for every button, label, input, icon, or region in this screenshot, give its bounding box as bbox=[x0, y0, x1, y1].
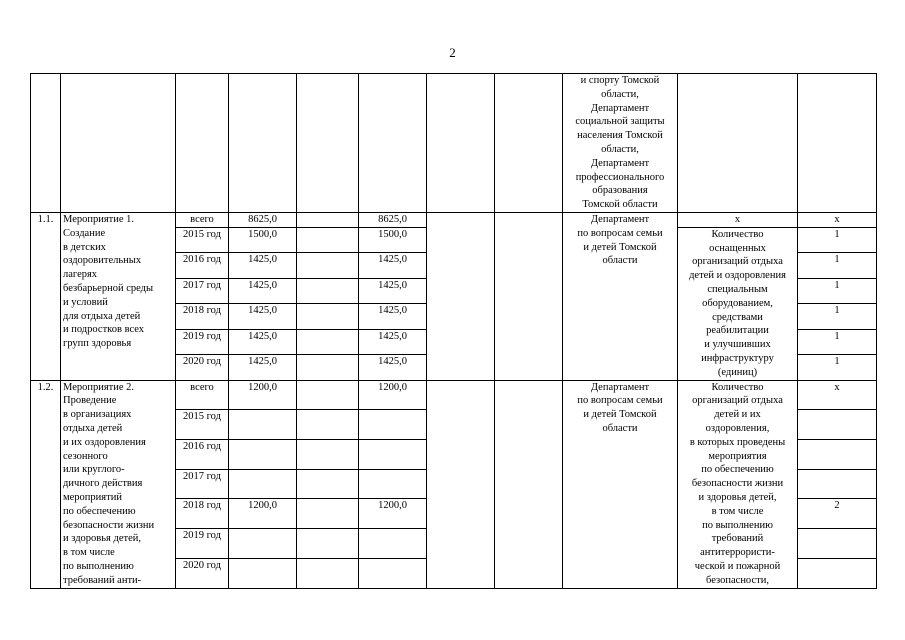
executor-cell-line: Департамент bbox=[590, 214, 650, 225]
table-row bbox=[31, 213, 877, 228]
indicator-cell-line: и здоровья детей, bbox=[698, 491, 777, 503]
item-name-line: безбарьерной среды bbox=[63, 282, 154, 294]
indicator-cell-line: ческой и пожарной bbox=[694, 560, 781, 572]
item-name-line: по выполнению bbox=[63, 560, 134, 572]
indicator-cell-line: организаций отдыха bbox=[692, 395, 783, 407]
total-cell bbox=[229, 529, 297, 559]
executor-cell-line: населения Томской bbox=[577, 130, 663, 142]
item-name-line: и подростков всех bbox=[63, 324, 145, 336]
total-cell bbox=[229, 469, 297, 499]
item-name-line: в организациях bbox=[63, 409, 132, 421]
indicator-cell-line: детей и их bbox=[714, 409, 761, 421]
amount-cell bbox=[297, 469, 359, 499]
total-cell: 1425,0 bbox=[229, 329, 297, 354]
year-cell: 2015 год bbox=[176, 227, 229, 252]
item-name-line: или круглого- bbox=[63, 464, 125, 476]
amount-cell bbox=[359, 410, 427, 440]
total-cell: 1425,0 bbox=[229, 355, 297, 381]
amount-cell bbox=[297, 439, 359, 469]
amount-cell bbox=[297, 529, 359, 559]
item-name-line: оздоровительных bbox=[63, 255, 142, 267]
year-cell: всего bbox=[176, 380, 229, 410]
value-cell: 1 bbox=[798, 304, 877, 329]
amount-cell bbox=[297, 304, 359, 329]
table-row bbox=[31, 380, 877, 410]
amount-cell bbox=[359, 439, 427, 469]
value-cell: 1 bbox=[798, 355, 877, 381]
value-cell: x bbox=[798, 213, 877, 228]
year-cell: 2017 год bbox=[176, 278, 229, 303]
indicator-cell-line: и улучшивших bbox=[704, 339, 771, 351]
item-name-line: в детских bbox=[63, 241, 106, 253]
amount-cell: 1200,0 bbox=[359, 380, 427, 410]
value-cell bbox=[798, 529, 877, 559]
total-cell bbox=[229, 410, 297, 440]
amount-cell bbox=[359, 469, 427, 499]
item-name-line: и условий bbox=[63, 296, 108, 308]
indicator-cell-line: в том числе bbox=[711, 505, 764, 517]
amount-cell: 1425,0 bbox=[359, 304, 427, 329]
executor-cell-line: и детей Томской bbox=[583, 409, 657, 421]
executor-cell bbox=[563, 74, 678, 213]
executor-cell-line: профессионального bbox=[575, 171, 665, 183]
total-cell bbox=[229, 439, 297, 469]
total-cell: 1200,0 bbox=[229, 380, 297, 410]
item-name-line: групп здоровья bbox=[63, 338, 132, 350]
item-name-line: мероприятий bbox=[63, 491, 122, 503]
indicator-cell-line: Количество bbox=[711, 228, 764, 240]
item-name-line: для отдыха детей bbox=[63, 310, 141, 322]
value-cell: 1 bbox=[798, 253, 877, 278]
empty-cell bbox=[427, 213, 495, 381]
indicator-cell-line: антитеррористи- bbox=[700, 547, 775, 559]
total-cell: 1500,0 bbox=[229, 227, 297, 252]
amount-cell: 1425,0 bbox=[359, 278, 427, 303]
executor-cell-line: области bbox=[602, 255, 638, 267]
year-cell: 2018 год bbox=[176, 499, 229, 529]
empty-cell bbox=[359, 74, 427, 213]
value-cell: 1 bbox=[798, 227, 877, 252]
item-number-line: 1.1. bbox=[37, 214, 54, 225]
executor-cell-line: области bbox=[602, 422, 638, 434]
amount-cell bbox=[359, 558, 427, 588]
total-cell: 8625,0 bbox=[229, 213, 297, 228]
year-cell: 2020 год bbox=[176, 355, 229, 381]
item-name-line: требований анти- bbox=[63, 574, 142, 586]
amount-cell: 1425,0 bbox=[359, 329, 427, 354]
executor-cell-line: Департамент bbox=[590, 102, 650, 114]
item-name-line: по обеспечению bbox=[63, 505, 136, 517]
indicator-cell-line: специальным bbox=[707, 283, 768, 295]
empty-cell bbox=[31, 74, 61, 213]
executor-cell-line: по вопросам семьи bbox=[577, 395, 663, 407]
item-number bbox=[31, 380, 61, 588]
executor-cell-line: и спорту Томской bbox=[580, 75, 660, 86]
amount-cell: 1200,0 bbox=[359, 499, 427, 529]
amount-cell bbox=[297, 329, 359, 354]
item-name-line: и их оздоровления bbox=[63, 436, 146, 448]
item-name-line: Проведение bbox=[63, 395, 117, 407]
value-cell bbox=[798, 74, 877, 213]
amount-cell bbox=[297, 499, 359, 529]
indicator-cell-line: организаций отдыха bbox=[692, 256, 783, 268]
executor-cell-line: социальной защиты bbox=[575, 116, 665, 128]
year-cell: 2016 год bbox=[176, 253, 229, 278]
value-cell: 1 bbox=[798, 329, 877, 354]
executor-cell-line: Томской области bbox=[582, 199, 658, 211]
item-name-line: Мероприятие 2. bbox=[63, 381, 135, 393]
item-name-line: Создание bbox=[63, 227, 106, 239]
value-cell bbox=[798, 558, 877, 588]
empty-cell bbox=[495, 74, 563, 213]
indicator-cell-line: (единиц) bbox=[717, 366, 758, 378]
amount-cell bbox=[297, 278, 359, 303]
indicator-cell bbox=[678, 74, 798, 213]
value-cell bbox=[798, 410, 877, 440]
executor-cell bbox=[563, 380, 678, 588]
amount-cell bbox=[359, 529, 427, 559]
amount-cell: 8625,0 bbox=[359, 213, 427, 228]
indicator-cell-line: средствами bbox=[712, 311, 763, 323]
total-cell bbox=[229, 558, 297, 588]
indicator-cell: x bbox=[678, 213, 798, 228]
amount-cell: 1425,0 bbox=[359, 355, 427, 381]
item-name-line: сезонного bbox=[63, 450, 108, 462]
amount-cell bbox=[297, 213, 359, 228]
executor-cell-line: образования bbox=[592, 185, 648, 197]
empty-cell bbox=[61, 74, 176, 213]
indicator-cell-line: мероприятия bbox=[708, 450, 767, 462]
amount-cell: 1500,0 bbox=[359, 227, 427, 252]
indicator-cell bbox=[678, 380, 798, 588]
indicator-cell-line: оснащенных bbox=[709, 242, 766, 254]
executor-cell-line: Департамент bbox=[590, 157, 650, 169]
amount-cell bbox=[297, 355, 359, 381]
value-cell bbox=[798, 439, 877, 469]
indicator-cell-line: безопасности, bbox=[706, 574, 769, 586]
year-cell: 2016 год bbox=[176, 439, 229, 469]
amount-cell bbox=[297, 380, 359, 410]
indicator-cell-line: инфраструктуру bbox=[701, 352, 774, 364]
empty-cell bbox=[229, 74, 297, 213]
amount-cell bbox=[297, 410, 359, 440]
item-name-line: отдыха детей bbox=[63, 422, 123, 434]
value-cell: x bbox=[798, 380, 877, 410]
value-cell bbox=[798, 469, 877, 499]
indicator-cell bbox=[678, 227, 798, 380]
year-cell: всего bbox=[176, 213, 229, 228]
indicator-cell-line: по выполнению bbox=[702, 519, 773, 531]
page-number: 2 bbox=[449, 45, 456, 60]
indicator-cell-line: в которых проведены bbox=[689, 436, 786, 448]
total-cell: 1425,0 bbox=[229, 253, 297, 278]
executor-cell-line: Департамент bbox=[590, 381, 650, 393]
value-cell: 2 bbox=[798, 499, 877, 529]
year-cell: 2017 год bbox=[176, 469, 229, 499]
year-cell: 2015 год bbox=[176, 410, 229, 440]
item-name-line: и здоровья детей, bbox=[63, 533, 141, 545]
empty-cell bbox=[495, 213, 563, 381]
indicator-cell-line: Количество bbox=[711, 381, 764, 393]
item-number-line: 1.2. bbox=[37, 381, 54, 393]
item-name bbox=[61, 213, 176, 381]
table-row bbox=[31, 74, 877, 213]
year-cell: 2019 год bbox=[176, 529, 229, 559]
amount-cell bbox=[297, 253, 359, 278]
program-table bbox=[30, 73, 877, 589]
value-cell: 1 bbox=[798, 278, 877, 303]
item-number bbox=[31, 213, 61, 381]
executor-cell-line: области, bbox=[601, 88, 639, 100]
empty-cell bbox=[427, 74, 495, 213]
empty-cell bbox=[297, 74, 359, 213]
item-name-line: лагерях bbox=[63, 269, 98, 281]
indicator-cell-line: детей и оздоровления bbox=[689, 270, 786, 282]
indicator-cell-line: оздоровления, bbox=[705, 422, 770, 434]
item-name-line: дичного действия bbox=[63, 478, 143, 490]
amount-cell bbox=[297, 227, 359, 252]
indicator-cell-line: оборудованием, bbox=[702, 297, 773, 309]
item-name-line: Мероприятие 1. bbox=[63, 214, 135, 225]
item-name-line: безопасности жизни bbox=[63, 519, 155, 531]
year-cell: 2019 год bbox=[176, 329, 229, 354]
indicator-cell-line: требований bbox=[711, 533, 764, 545]
executor-cell-line: по вопросам семьи bbox=[577, 227, 663, 239]
amount-cell: 1425,0 bbox=[359, 253, 427, 278]
total-cell: 1200,0 bbox=[229, 499, 297, 529]
indicator-cell-line: реабилитации bbox=[706, 325, 769, 337]
total-cell: 1425,0 bbox=[229, 304, 297, 329]
executor-cell-line: области, bbox=[601, 143, 639, 155]
year-cell: 2020 год bbox=[176, 558, 229, 588]
amount-cell bbox=[297, 558, 359, 588]
empty-cell bbox=[176, 74, 229, 213]
indicator-cell-line: по обеспечению bbox=[701, 464, 774, 476]
total-cell: 1425,0 bbox=[229, 278, 297, 303]
item-name bbox=[61, 380, 176, 588]
year-cell: 2018 год bbox=[176, 304, 229, 329]
indicator-cell-line: безопасности жизни bbox=[691, 478, 784, 490]
executor-cell-line: и детей Томской bbox=[583, 241, 657, 253]
item-name-line: в том числе bbox=[63, 547, 115, 559]
empty-cell bbox=[427, 380, 495, 588]
executor-cell bbox=[563, 213, 678, 381]
empty-cell bbox=[495, 380, 563, 588]
